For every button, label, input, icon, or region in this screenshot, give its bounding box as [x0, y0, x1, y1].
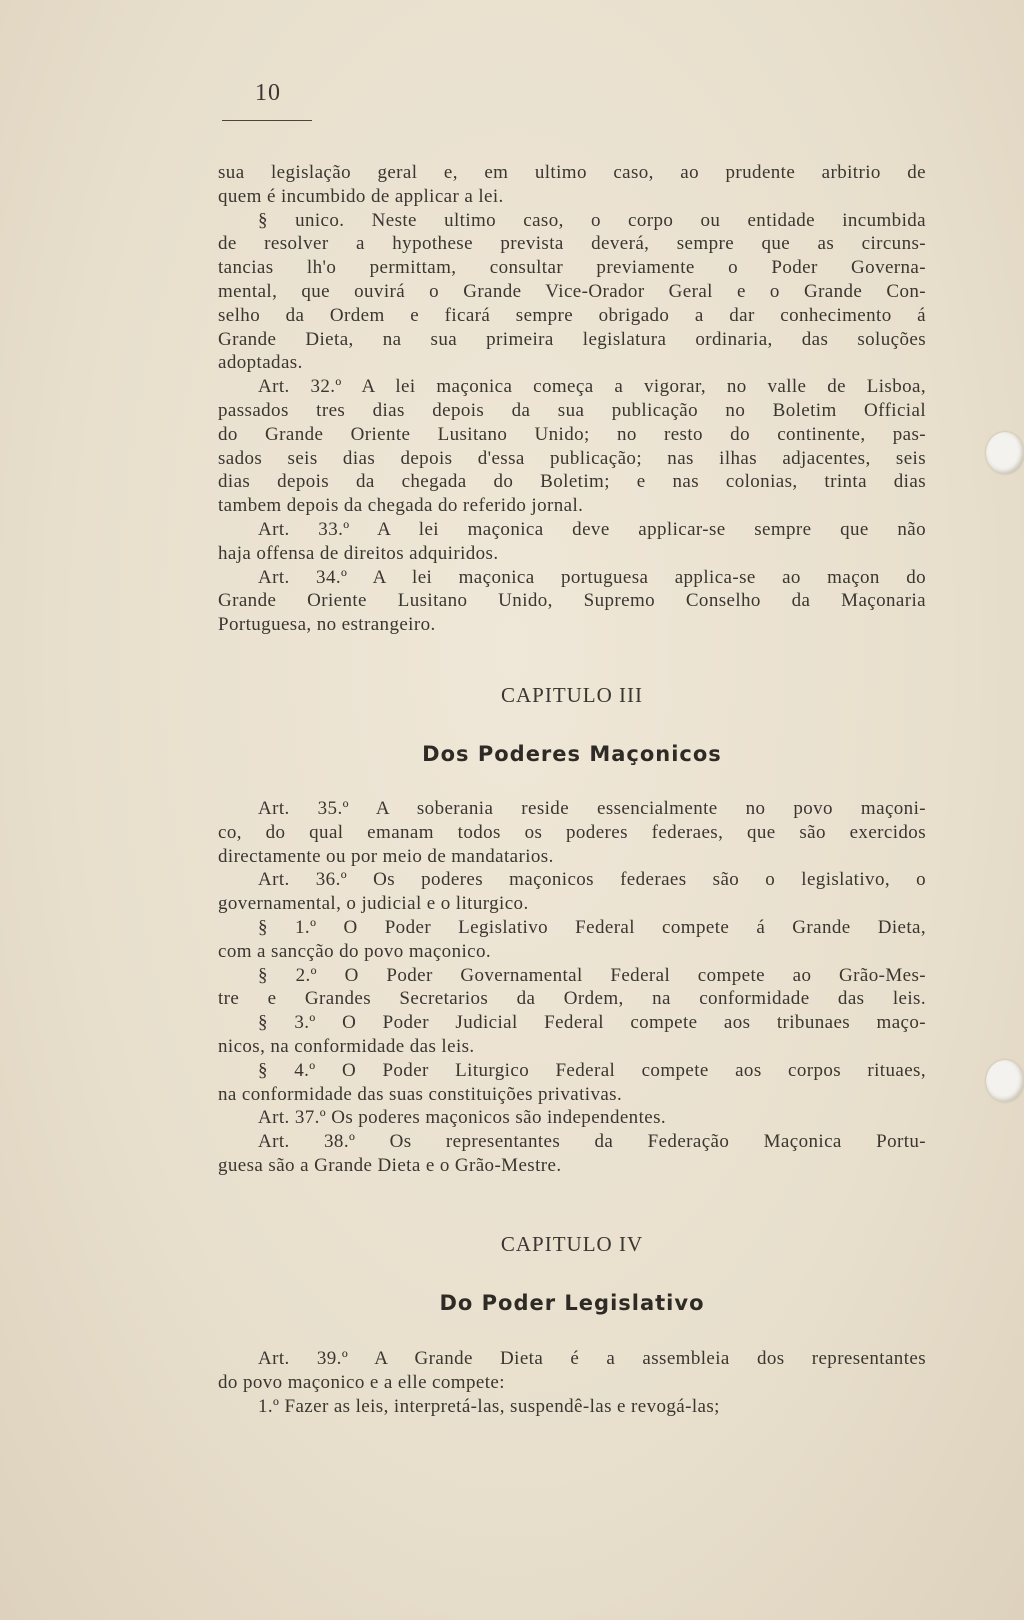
text-line: mental, que ouvirá o Grande Vice-Orador Geral e o Grande Con-	[218, 280, 926, 302]
text-line: sados seis dias depois d'essa publicação; nas ilhas adjacentes, seis	[218, 447, 926, 469]
text-line: directamente ou por meio de mandatarios.	[218, 845, 554, 867]
text-line: § unico. Neste ultimo caso, o corpo ou entidade incumbida	[258, 209, 926, 231]
text-line: Art. 34.º A lei maçonica portuguesa applica-se ao maçon do	[258, 566, 926, 588]
binding-hole	[986, 432, 1024, 474]
text-line: do Grande Oriente Lusitano Unido; no resto do continente, pas-	[218, 423, 926, 445]
text-line: governamental, o judicial e o liturgico.	[218, 893, 529, 915]
text-line: sua legislação geral e, em ultimo caso, ao prudente arbitrio de	[218, 162, 926, 183]
text-line: de resolver a hypothese prevista deverá, sempre que as circuns-	[218, 233, 926, 255]
text-line: § 3.º O Poder Judicial Federal compete aos tribunaes maço-	[258, 1012, 926, 1034]
text-line: nicos, na conformidade das leis.	[218, 1035, 475, 1057]
text-block-article-39	[218, 1347, 926, 1418]
text-line: Art. 32.º A lei maçonica começa a vigorar, no valle de Lisboa,	[258, 376, 926, 398]
page-number: 10	[255, 80, 281, 106]
text-line: adoptadas.	[218, 352, 303, 374]
text-line: § 2.º O Poder Governamental Federal compete ao Grão-Mes-	[258, 964, 926, 986]
page-number-rule	[222, 120, 312, 121]
text-line: tancias lh'o permittam, consultar previamente o Poder Governa-	[218, 257, 926, 279]
text-block-articles-35-38	[218, 797, 926, 1178]
text-line: co, do qual emanam todos os poderes federaes, que são exercidos	[218, 821, 926, 843]
text-line: 1.º Fazer as leis, interpretá-las, suspendê-las e revogá-las;	[258, 1395, 720, 1417]
text-line: haja offensa de direitos adquiridos.	[218, 542, 499, 564]
text-block-articles-31-34	[218, 161, 926, 637]
binding-hole	[986, 1060, 1024, 1102]
text-line: na conformidade das suas constituições privativas.	[218, 1083, 623, 1105]
text-line: tambem depois da chegada do referido jornal.	[218, 495, 584, 517]
text-line: com a sancção do povo maçonico.	[218, 940, 492, 962]
text-line: § 1.º O Poder Legislativo Federal compete á Grande Dieta,	[258, 916, 926, 938]
text-line: Portuguesa, no estrangeiro.	[218, 614, 436, 636]
chapter-title: CAPITULO III	[500, 683, 644, 707]
chapter-title: CAPITULO IV	[500, 1232, 644, 1256]
text-line: Art. 36.º Os poderes maçonicos federaes são o legislativo, o	[258, 869, 926, 891]
text-line: Grande Oriente Lusitano Unido, Supremo Conselho da Maçonaria	[218, 590, 926, 612]
text-line: Art. 35.º A soberania reside essencialmente no povo maçoni-	[258, 798, 926, 819]
text-line: Art. 33.º A lei maçonica deve applicar-se sempre que não	[258, 518, 926, 540]
text-line: dias depois da chegada do Boletim; e nas colonias, trinta dias	[218, 471, 926, 493]
text-line: Grande Dieta, na sua primeira legislatura ordinaria, das soluções	[218, 328, 926, 350]
text-line: Art. 37.º Os poderes maçonicos são independentes.	[258, 1107, 667, 1129]
text-line: do povo maçonico e a elle compete:	[218, 1371, 505, 1393]
text-line: Art. 39.º A Grande Dieta é a assembleia dos representantes	[258, 1348, 926, 1369]
text-line: selho da Ordem e ficará sempre obrigado a dar conhecimento á	[218, 304, 926, 326]
text-line: quem é incumbido de applicar a lei.	[218, 185, 504, 207]
text-line: tre e Grandes Secretarios da Ordem, na conformidade das leis.	[218, 988, 926, 1010]
text-line: Art. 38.º Os representantes da Federação Maçonica Portu-	[258, 1131, 926, 1153]
chapter-heading: Dos Poderes Maçonicos	[422, 742, 722, 766]
chapter-heading: Do Poder Legislativo	[439, 1291, 705, 1315]
text-line: § 4.º O Poder Liturgico Federal compete aos corpos rituaes,	[258, 1059, 926, 1081]
text-line: guesa são a Grande Dieta e o Grão-Mestre.	[218, 1154, 562, 1176]
text-line: passados tres dias depois da sua publicação no Boletim Official	[218, 399, 926, 421]
